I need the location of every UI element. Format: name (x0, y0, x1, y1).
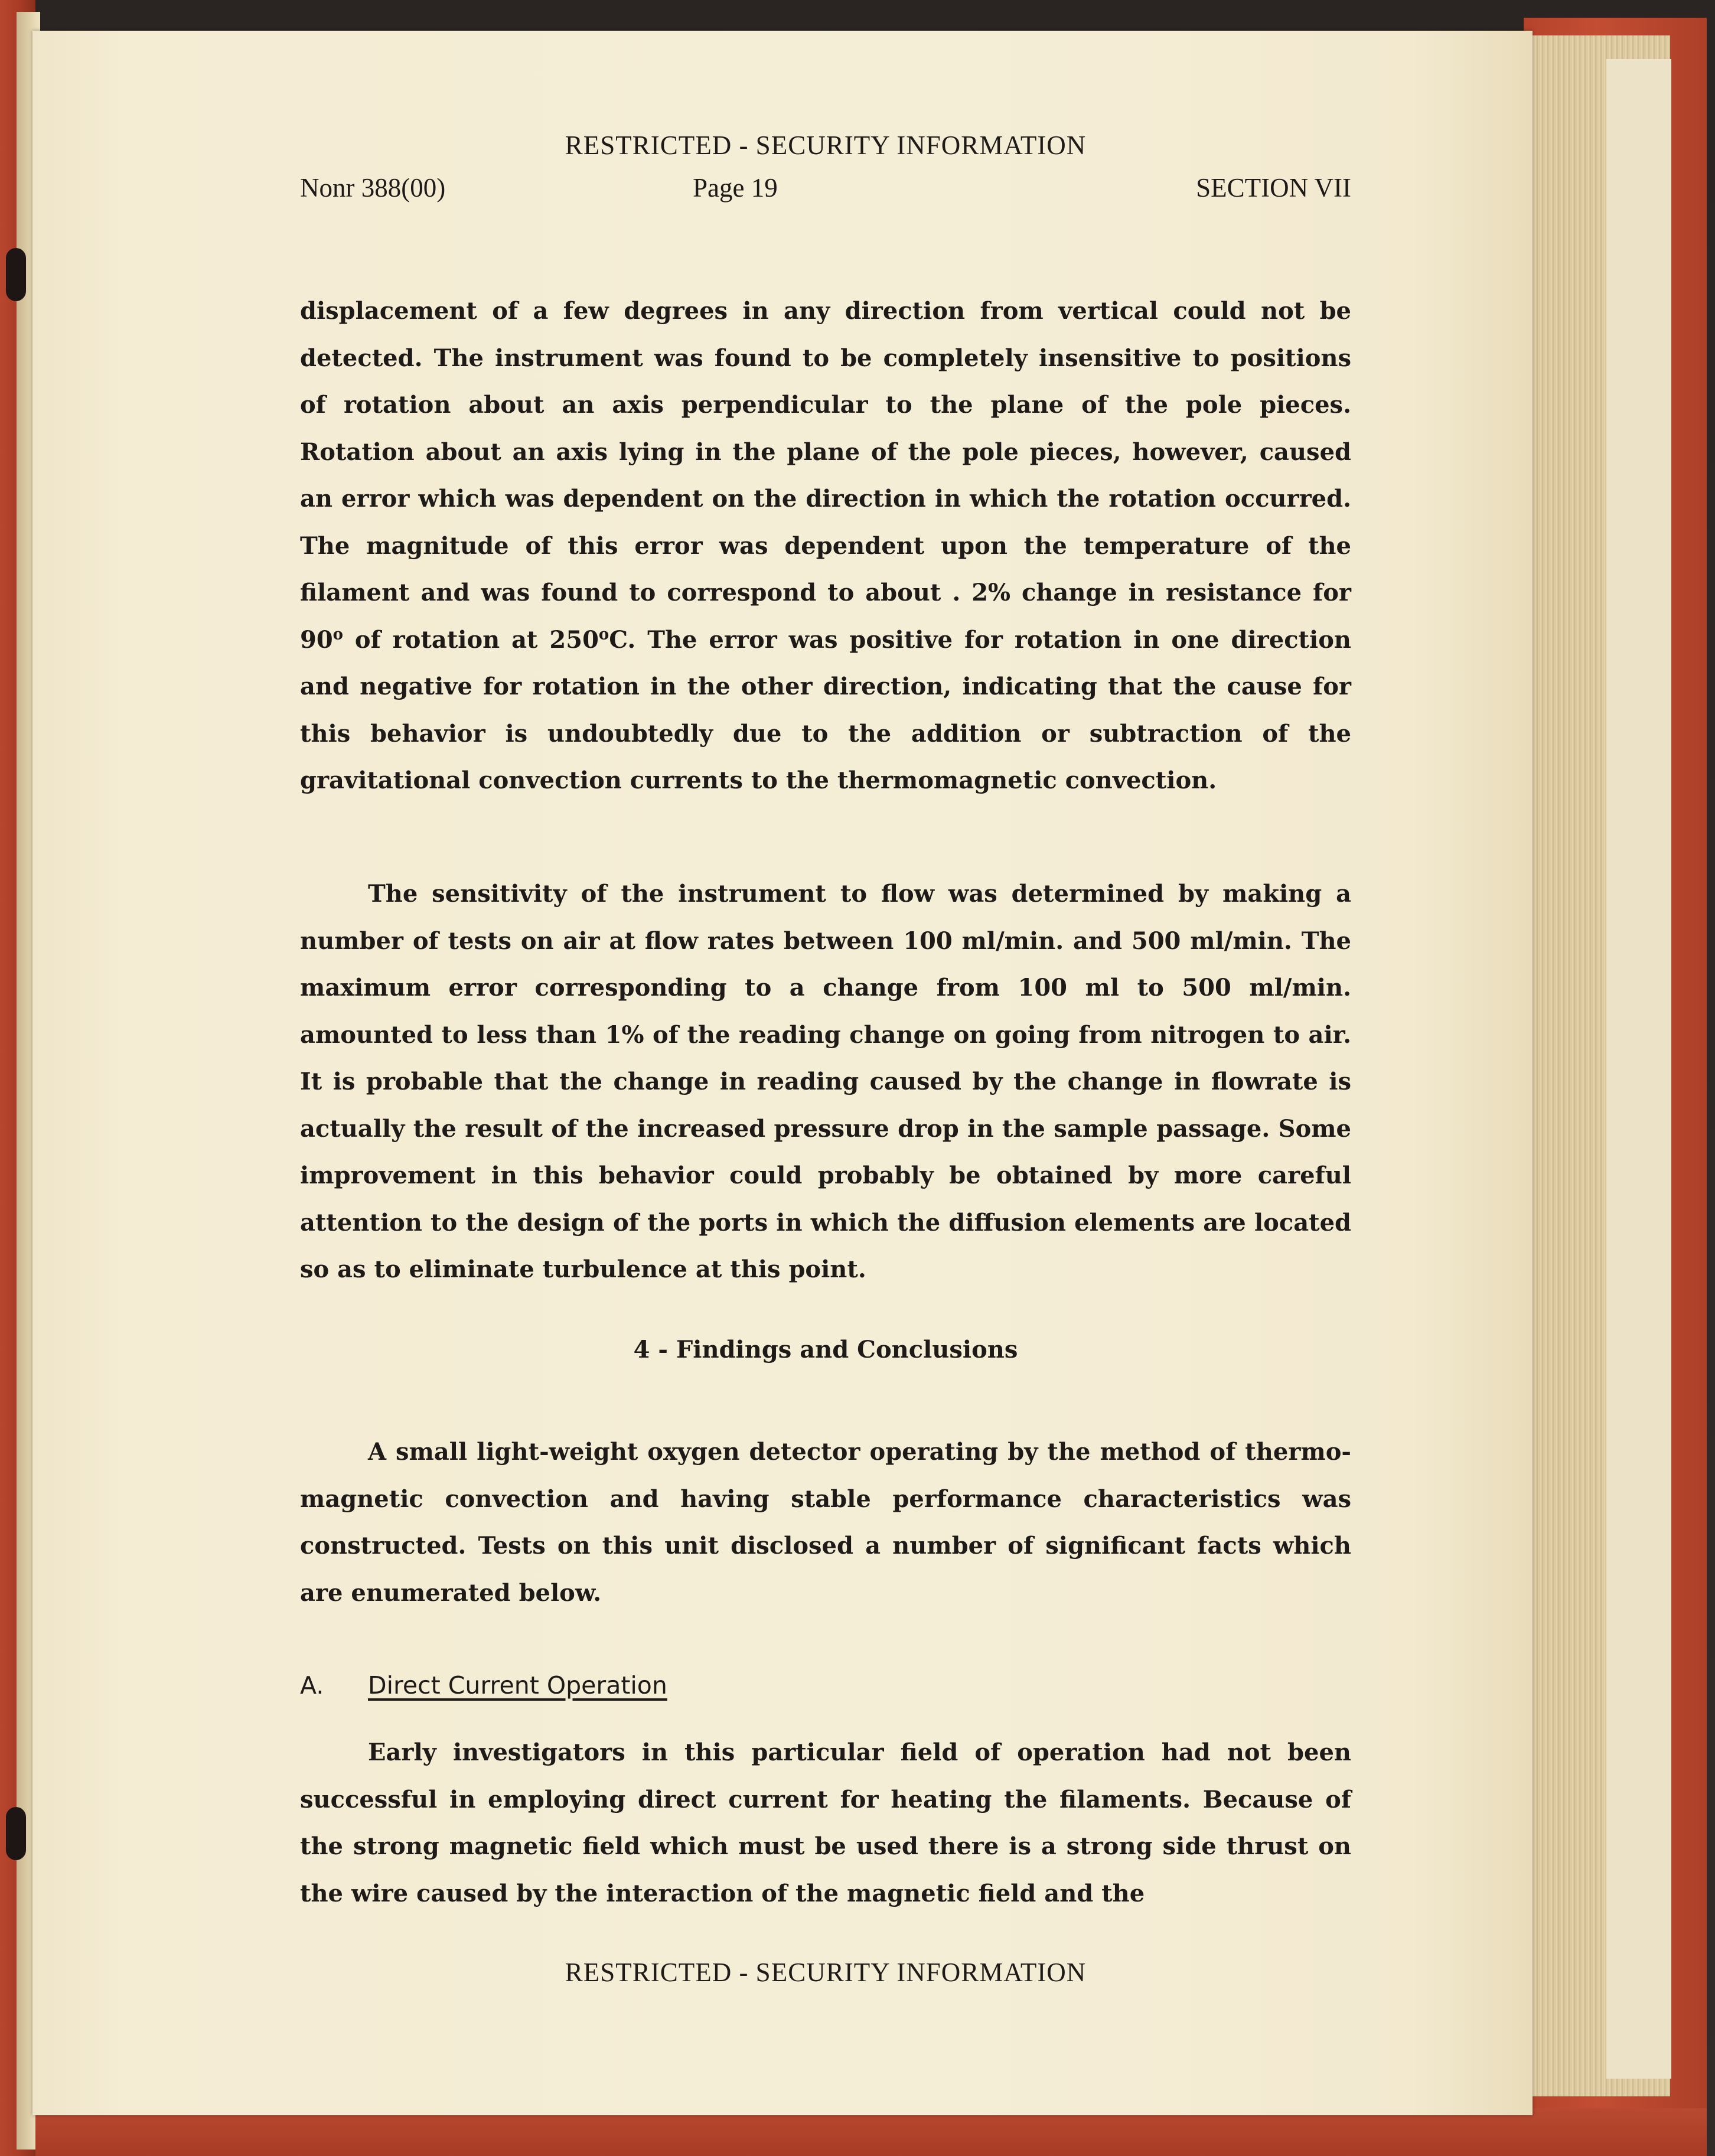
subsection-heading (300, 1671, 1351, 1700)
paragraph-2: The sensitivity of the instrument to flow was determined by making a number of tests on air at flow rates between 100 ml/min. and 500 ml/min. The maximum error corresponding to a change from 100 ml to 500 ml/min. amounted to less than 1% of the reading change on going from nitrogen to air. It is probable that the change in reading caused by the change in flowrate is actually the result of the increased pressure drop in the sample passage. Some improvement in this behavior could probably be obtained by more careful attention to the design of the ports in which the diffusion elements are located so as to eliminate turbulence at this point. (300, 880, 1351, 1283)
book-cover-bottom (35, 2108, 1707, 2156)
paragraph-3: A small light-weight oxygen detector operating by the method of thermo-magnetic convection and having stable performance characteristics was constructed. Tests on this unit disclosed a number of significant facts which are enumerated below. (300, 1438, 1351, 1607)
paragraph-1-part-a: displacement of a few degrees in any direction from vertical could not be detected. The instrument was found to be completely insensitive to positions of rotation about an axis perpendicular to the plane of the pole pieces. Rotation about an axis lying in the plane of the pole pieces, however, caused an error which was dependent on the direction in which the rotation occurred. The magnitude of this error was dependent upon the temperature of the filament and was found to correspond to about . 2% change in resistance for 90 (300, 297, 1351, 654)
document-page (32, 31, 1533, 2115)
page-stack-back (1606, 59, 1671, 2079)
binding-hole-top (6, 248, 26, 301)
paragraph-1 (300, 288, 1351, 804)
running-head-classification: RESTRICTED - SECURITY INFORMATION (565, 131, 1087, 160)
subsection-title: Direct Current Operation (368, 1671, 667, 1700)
section-heading: 4 - Findings and Conclusions (633, 1336, 1018, 1364)
contract-number: Nonr 388(00) (300, 173, 446, 203)
page-header-row (300, 172, 1351, 208)
section-label: SECTION VII (1196, 173, 1351, 203)
subsection-letter: A. (300, 1671, 324, 1700)
paragraph-1-part-b: of rotation at 250 (343, 625, 599, 654)
running-foot-classification: RESTRICTED - SECURITY INFORMATION (565, 1958, 1087, 1987)
degree-mark-1: o (332, 625, 344, 644)
paragraph-1-part-c: C. The error was positive for rotation in one direction and negative for rotation in the other direction, indicating that the cause for this behavior is undoubtedly due to the addition or subtraction of the gravitational convection currents to the thermomagnetic convection. (300, 625, 1351, 794)
binding-hole-bottom (6, 1807, 26, 1860)
page-number: Page 19 (693, 173, 778, 203)
degree-mark-2: o (598, 625, 609, 644)
paragraph-4: Early investigators in this particular field of operation had not been successful in employing direct current for heating the filaments. Because of the strong magnetic field which must be used there is a strong side thrust on the wire caused by the interaction of the magnetic field and the (300, 1739, 1351, 1907)
